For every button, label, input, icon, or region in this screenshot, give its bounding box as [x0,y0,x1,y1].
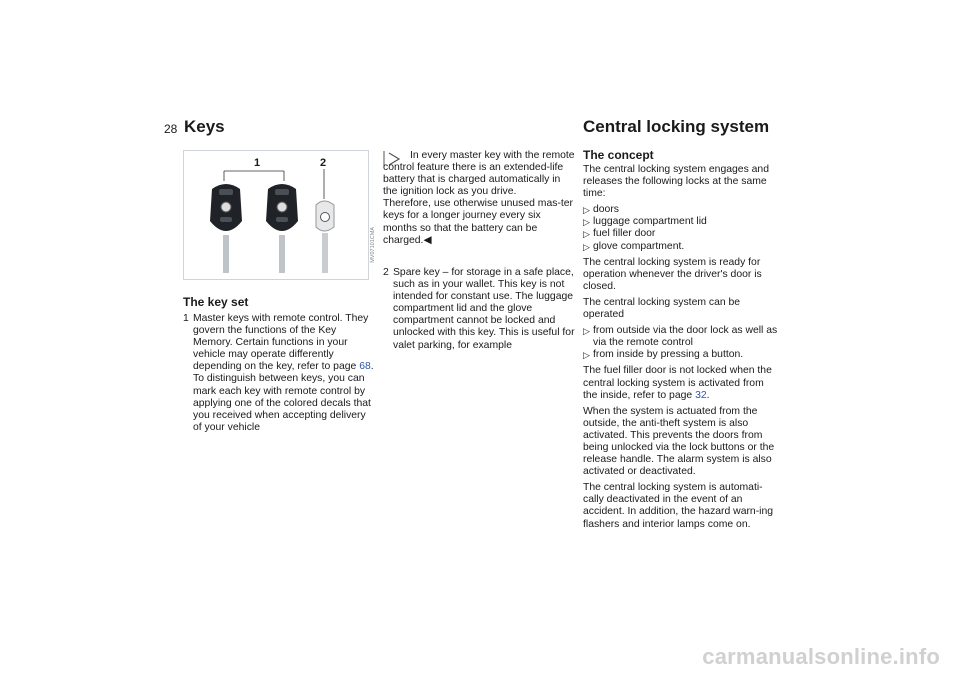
list-item [583,204,779,216]
note-text-2: Therefore, use otherwise unused mas-ter keys for a longer journey every six months so that the battery can be charged. [383,198,574,246]
figure-code: MV07101CMA [370,227,376,263]
fuel-text-a: The fuel filler door is not locked when the central locking system is activated from the inside, refer to page [583,365,772,401]
ready-text: The central locking system is ready for operation whenever the driver's door is closed. [583,256,762,292]
operated-text: The central locking system can be operated [583,296,741,321]
page-link-32[interactable]: 32 [695,389,707,401]
locks-list [583,204,779,252]
key-set-list [183,313,375,434]
list-item [583,349,779,361]
list-item [583,216,779,228]
lock-glove: glove compartment. [593,240,685,252]
item-number: 1 [183,313,189,324]
bullet-arrow-icon: ▷ [583,241,590,252]
lock-doors: doors [593,204,619,216]
section-title-central-locking: Central locking system [583,117,770,136]
keys-illustration [184,151,368,279]
list-item-spare-key [383,267,575,352]
spare-key-block [383,267,575,352]
spare-key-text: Spare key – for storage in a safe place, such as in your wallet. This key is not intended for constant use. The luggage compartment lid and the glove compartment cannot be locked and unlocked with this key. This is useful for valet parking, for example [393,267,575,351]
end-mark: ◀ [423,234,432,246]
bullet-arrow-icon: ▷ [583,229,590,240]
list-item [583,241,779,253]
figure-label-1: 1 [254,157,261,169]
figure-label-2: 2 [320,157,327,169]
section-title-keys: Keys [184,117,225,136]
heading-concept: The concept [583,148,654,162]
ops-list [583,325,779,361]
concept-body [583,164,779,535]
page-link-68[interactable]: 68 [359,361,371,373]
master-keys-text: Master keys with remote control. They govern the functions of the Key Memory. Certain functions in your vehicle may operate differently depending on the key, refer to page [193,313,369,373]
keys-figure [183,150,376,280]
item-number: 2 [383,267,389,278]
watermark: carmanualsonline.info [702,644,940,669]
fuel-text [583,365,779,401]
punct: . [706,389,710,401]
heading-key-set: The key set [183,295,249,309]
list-item [583,228,779,240]
list-item [583,325,779,349]
note-block [383,150,575,247]
op-outside: from outside via the door lock as well as via the remote control [593,325,778,349]
bullet-arrow-icon: ▷ [583,205,590,216]
decals-text: To distinguish between keys, you can mark each key with remote control by applying one of the colored decals that you received when accepting delivery of your vehicle [193,373,371,433]
bullet-arrow-icon: ▷ [583,350,590,361]
outside-text: When the system is actuated from the outside, the anti-theft system is also activated. This prevents the doors from being unlocked via the lock buttons or the release handle. The alarm system is also activated or deactivated. [583,405,775,478]
lock-luggage: luggage compartment lid [593,216,707,228]
bullet-arrow-icon: ▷ [583,217,590,228]
list-item-master-keys [183,313,375,434]
note-text: In every master key with the remote control feature there is an extended-life battery that is charged automatically in the ignition lock as you drive. [383,150,575,198]
op-inside: from inside by pressing a button. [593,349,744,361]
page-number: 28 [164,122,178,136]
lock-fuel: fuel filler door [593,228,656,240]
punct: . [370,361,374,373]
bullet-arrow-icon: ▷ [583,326,590,337]
accident-text: The central locking system is automati-cally deactivated in the event of an accident. In addition, the hazard warn-ing flashers and interior lamps come on. [583,482,774,530]
concept-intro: The central locking system engages and releases the following locks at the same time: [583,164,769,200]
